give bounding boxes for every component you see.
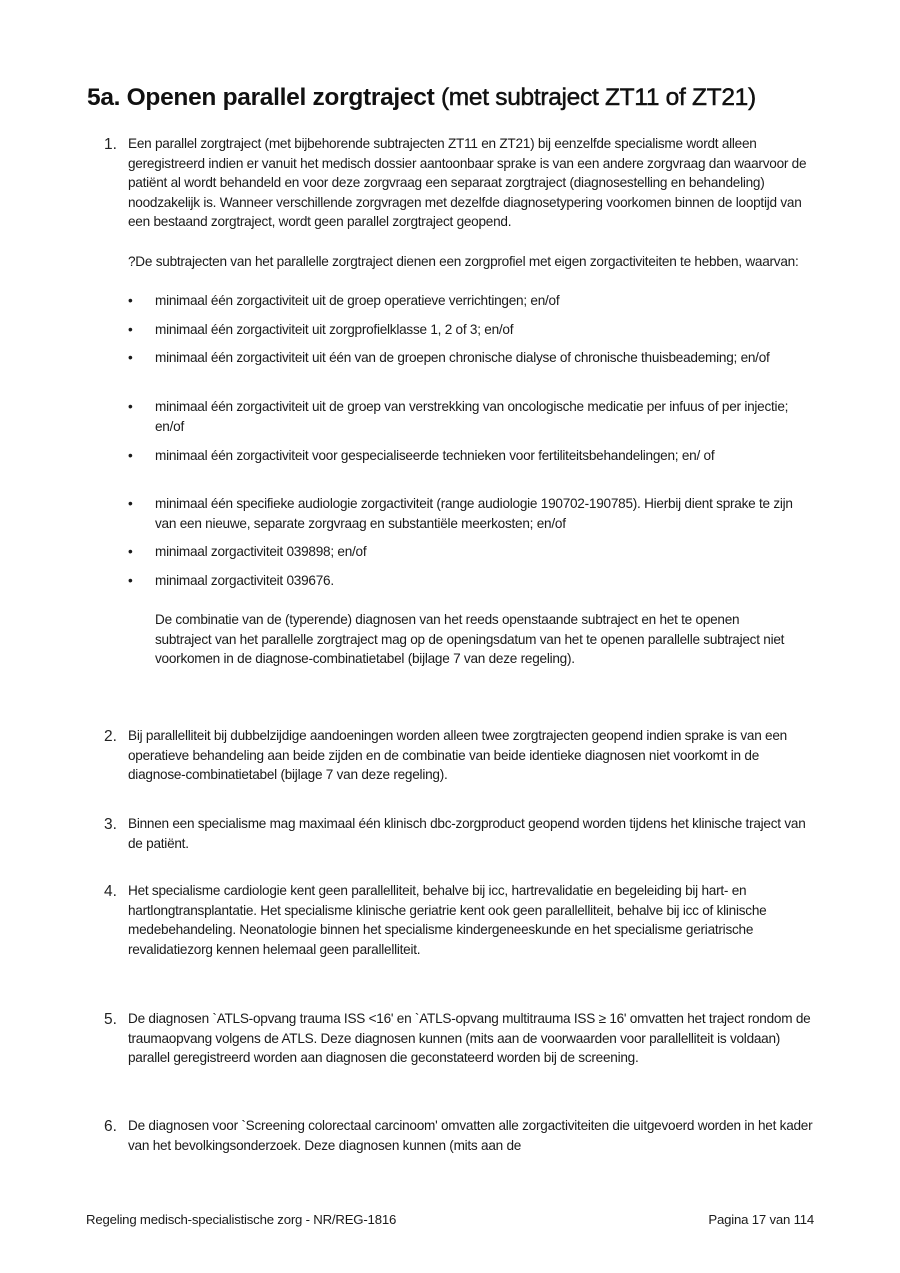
bullet-icon: • <box>128 544 133 559</box>
item-paragraph: Binnen een specialisme mag maximaal één klinisch dbc-zorgproduct geopend worden tijdens het klinische traject van de patiënt. <box>128 816 806 851</box>
item-number: 5. <box>104 1011 117 1028</box>
item-number: 4. <box>104 883 117 900</box>
item-paragraph: De combinatie van de (typerende) diagnosen van het reeds openstaande subtraject en het te openen subtraject van het parallelle zorgtraject mag op de openingsdatum van het te openen parallelle subtraject niet voorkomen in de diagnose-combinatietabel (bijlage 7 van deze regeling). <box>155 612 785 667</box>
item-number: 6. <box>104 1118 117 1135</box>
item-paragraph: De diagnosen `ATLS-opvang trauma ISS <16' en `ATLS-opvang multitrauma ISS ≥ 16' omvatten het traject rondom de traumaopvang volgens de ATLS. Deze diagnosen kunnen (mits aan de voorwaarden voor parallelliteit is voldaan) parallel geregistreerd worden aan diagnosen die geconstateerd worden bij de screening. <box>128 1011 811 1066</box>
page-title <box>87 84 756 112</box>
bullet-icon: • <box>128 322 133 337</box>
bullet-icon: • <box>128 399 133 414</box>
title-main: 5a. Openen parallel zorgtraject <box>87 84 435 111</box>
item-paragraph: Het specialisme cardiologie kent geen parallelliteit, behalve bij icc, hartrevalidatie en begeleiding bij hart- en hartlongtransplantatie. Het specialisme klinische geriatrie kent ook geen parallelliteit, behalve bij icc of klinische medebehandeling. Neonatologie binnen het specialisme kindergeneeskunde en het specialisme geriatrische revalidatiezorg kennen helemaal geen parallelliteit. <box>128 883 767 957</box>
bullet-icon: • <box>128 573 133 588</box>
bullet-icon: • <box>128 496 133 511</box>
item-number: 2. <box>104 728 117 745</box>
bullet-icon: • <box>128 350 133 365</box>
item-paragraph: ?De subtrajecten van het parallelle zorgtraject dienen een zorgprofiel met eigen zorgactiviteiten te hebben, waarvan: <box>128 254 799 269</box>
footer-page-number: Pagina 17 van 114 <box>708 1212 814 1227</box>
footer-document-title: Regeling medisch-specialistische zorg - NR/REG-1816 <box>86 1212 397 1227</box>
bullet-icon: • <box>128 293 133 308</box>
bullet-icon: • <box>128 448 133 463</box>
item-number: 3. <box>104 816 117 833</box>
item-paragraph: Een parallel zorgtraject (met bijbehorende subtrajecten ZT11 en ZT21) bij eenzelfde specialisme wordt alleen geregistreerd indien er vanuit het medisch dossier aantoonbaar sprake is van een andere zorgvraag dan waarvoor de patiënt al wordt behandeld en voor deze zorgvraag een separaat zorgtraject (diagnosestelling en behandeling) noodzakelijk is. Wanneer verschillende zorgvragen met dezelfde diagnosetypering voorkomen binnen de looptijd van een bestaand zorgtraject, wordt geen parallel zorgtraject geopend. <box>128 136 807 230</box>
item-paragraph: De diagnosen voor `Screening colorectaal carcinoom' omvatten alle zorgactiviteiten die uitgevoerd worden in het kader van het bevolkingsonderzoek. Deze diagnosen kunnen (mits aan de <box>128 1118 813 1153</box>
item-paragraph: Bij parallelliteit bij dubbelzijdige aandoeningen worden alleen twee zorgtrajecten geopend indien sprake is van een operatieve behandeling aan beide zijden en de combinatie van beide identieke diagnosen niet voorkomt in de diagnose-combinatietabel (bijlage 7 van deze regeling). <box>128 728 787 783</box>
title-subtitle: (met subtraject ZT11 of ZT21) <box>434 84 756 111</box>
item-number: 1. <box>104 136 117 153</box>
